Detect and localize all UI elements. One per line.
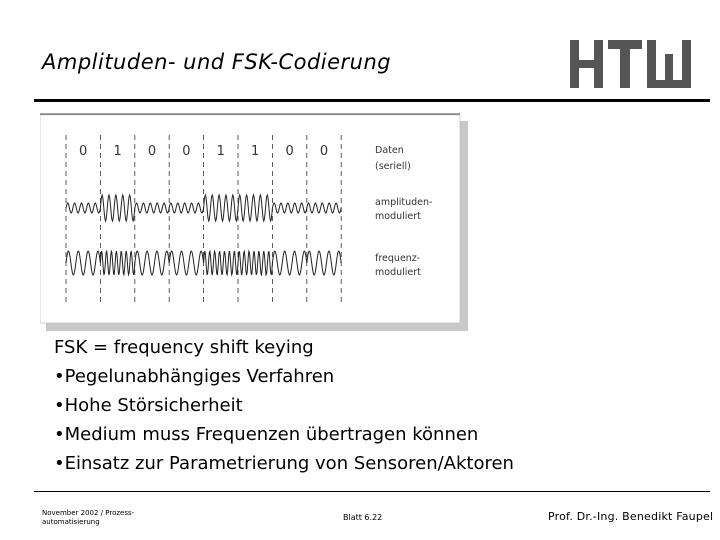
label-data-2: (seriell) xyxy=(375,161,411,172)
bullet-list xyxy=(54,333,514,478)
bullet-item: •Pegelunabhängiges Verfahren xyxy=(54,366,335,387)
footer-author: Prof. Dr.-Ing. Benedikt Faupel xyxy=(548,510,714,523)
bit-label: 0 xyxy=(147,144,157,159)
bullet-item: FSK = frequency shift keying xyxy=(54,337,314,358)
label-data-1: Daten xyxy=(375,145,404,156)
bit-label: 0 xyxy=(79,144,88,159)
title-rule xyxy=(34,99,710,102)
label-amplitude-2: moduliert xyxy=(375,211,421,222)
footer-left-line2: automatisierung xyxy=(42,518,100,526)
footer-page-number: Blatt 6.22 xyxy=(343,513,383,522)
bullet-item: •Medium muss Frequenzen übertragen können xyxy=(54,424,479,445)
htw-logo xyxy=(568,40,694,88)
bit-label: 1 xyxy=(113,144,122,159)
bit-label: 0 xyxy=(285,144,294,159)
footer-date-course xyxy=(42,509,172,527)
bit-label: 1 xyxy=(251,144,260,159)
bit-label: 0 xyxy=(319,144,329,159)
footer-left-line1: November 2002 / Prozess- xyxy=(42,509,135,517)
modulation-figure xyxy=(40,113,470,333)
bit-label: 0 xyxy=(182,144,191,159)
label-amplitude-1: amplituden- xyxy=(375,197,433,208)
label-frequency-2: moduliert xyxy=(375,267,421,278)
bullet-item: •Hohe Störsicherheit xyxy=(54,395,243,416)
slide-title: Amplituden- und FSK-Codierung xyxy=(42,50,392,74)
bullet-item: •Einsatz zur Parametrierung von Sensoren/Aktoren xyxy=(54,453,514,474)
footer-rule xyxy=(34,491,710,492)
bit-label: 1 xyxy=(216,144,225,159)
label-frequency-1: frequenz- xyxy=(375,253,421,264)
